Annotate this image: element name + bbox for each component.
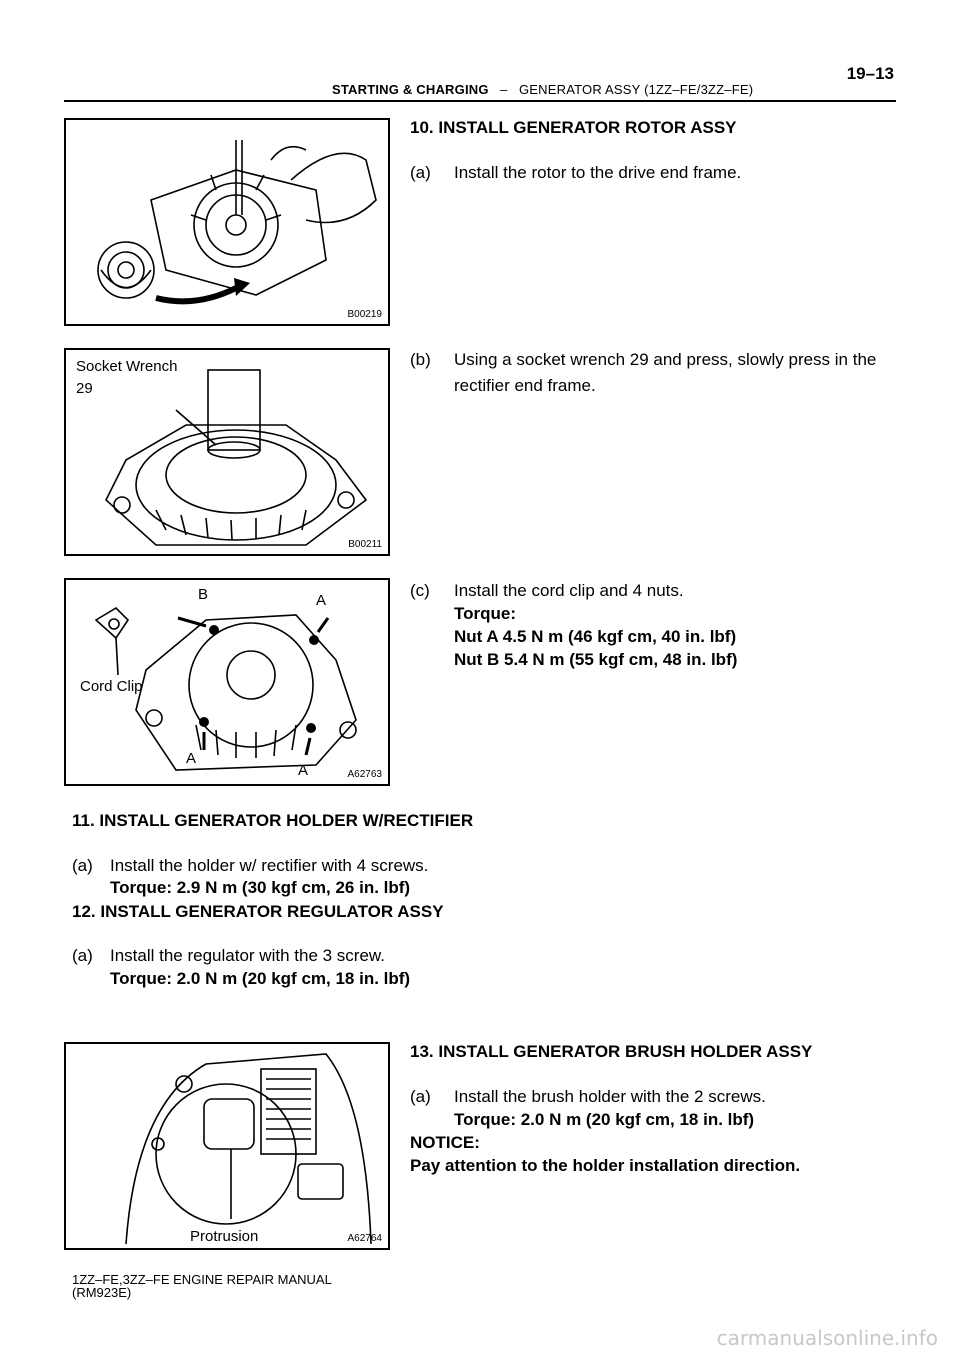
rotor-illustration: [66, 120, 388, 324]
figure-id: B00211: [348, 539, 382, 550]
figure-id: A62764: [347, 1233, 382, 1244]
callout-socket-wrench: Socket Wrench: [76, 358, 178, 375]
header-separator: –: [500, 82, 508, 97]
step-13a-label: (a): [410, 1087, 431, 1106]
callout-nut-a-right: A: [298, 762, 309, 779]
step-11a-torque: Torque: 2.9 N m (30 kgf cm, 26 in. lbf): [110, 878, 411, 897]
callout-nut-a-left: A: [186, 750, 197, 767]
callout-protrusion: Protrusion: [190, 1228, 259, 1245]
step-10a-text: Install the rotor to the drive end frame.: [454, 163, 742, 182]
running-header: [332, 82, 753, 97]
step-13a-text: Install the brush holder with the 2 screws.: [454, 1087, 766, 1106]
step-10a-label: (a): [410, 163, 431, 182]
figure-cord-clip: [64, 578, 390, 786]
notice-label: NOTICE:: [410, 1133, 480, 1152]
step-12a-torque: Torque: 2.0 N m (20 kgf cm, 18 in. lbf): [110, 969, 411, 988]
callout-cord-clip: Cord Clip: [80, 678, 143, 695]
step-10-title: 10. INSTALL GENERATOR ROTOR ASSY: [410, 118, 737, 137]
step-10c-torque-label: Torque:: [454, 604, 517, 623]
header-subtitle: GENERATOR ASSY (1ZZ–FE/3ZZ–FE): [518, 82, 754, 97]
step-11a-text: Install the holder w/ rectifier with 4 screws.: [110, 856, 429, 875]
footer-manual-title: 1ZZ–FE,3ZZ–FE ENGINE REPAIR MANUAL: [72, 1272, 332, 1287]
press-illustration: [66, 350, 388, 554]
step-12a-label: (a): [72, 946, 93, 965]
step-10c-torque-nut-a: Nut A 4.5 N m (46 kgf cm, 40 in. lbf): [454, 627, 737, 646]
notice-text: Pay attention to the holder installation direction.: [410, 1156, 801, 1175]
step-12-title: 12. INSTALL GENERATOR REGULATOR ASSY: [72, 902, 444, 921]
callout-29: 29: [76, 380, 93, 397]
footer-manual-code: (RM923E): [72, 1285, 132, 1300]
figure-socket-wrench: [64, 348, 390, 556]
step-11a-label: (a): [72, 856, 93, 875]
step-11-title: 11. INSTALL GENERATOR HOLDER W/RECTIFIER: [72, 811, 474, 830]
brush-holder-illustration: [66, 1044, 388, 1248]
step-10c-label: (c): [410, 581, 430, 600]
step-12a-text: Install the regulator with the 3 screw.: [110, 946, 385, 965]
step-10b-text-1: Using a socket wrench 29 and press, slowly press in the: [454, 350, 877, 369]
step-10c-text: Install the cord clip and 4 nuts.: [454, 581, 684, 600]
step-10b-text-2: rectifier end frame.: [454, 376, 596, 395]
figure-id: A62763: [347, 769, 382, 780]
callout-nut-b: B: [198, 586, 209, 603]
step-10b-label: (b): [410, 350, 431, 369]
callout-nut-a-top: A: [316, 592, 327, 609]
watermark: carmanualsonline.info: [716, 1326, 938, 1350]
figure-id: B00219: [347, 309, 382, 320]
step-13-title: 13. INSTALL GENERATOR BRUSH HOLDER ASSY: [410, 1042, 813, 1061]
step-13a-torque: Torque: 2.0 N m (20 kgf cm, 18 in. lbf): [454, 1110, 755, 1129]
figure-rotor-install: [64, 118, 390, 326]
header-rule: [64, 100, 896, 102]
figure-brush-holder: [64, 1042, 390, 1250]
step-10c-torque-nut-b: Nut B 5.4 N m (55 kgf cm, 48 in. lbf): [454, 650, 738, 669]
header-section: STARTING & CHARGING: [332, 82, 489, 97]
page-number: 19–13: [846, 64, 894, 83]
